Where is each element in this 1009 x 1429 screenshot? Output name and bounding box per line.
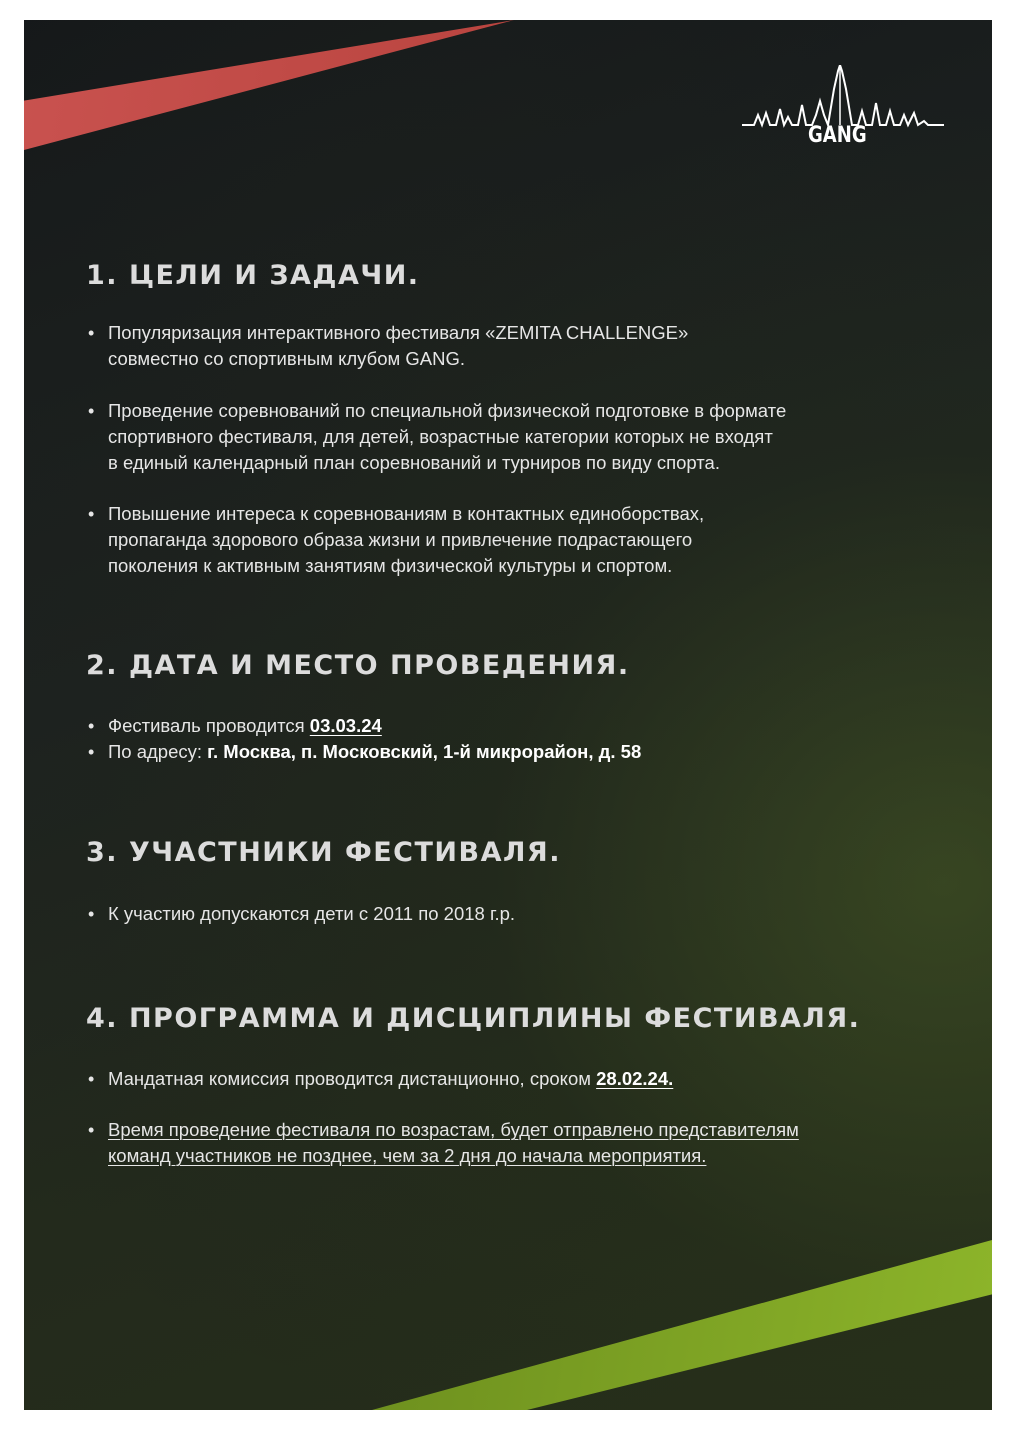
list-item	[88, 1066, 948, 1092]
commission-date: 28.02.24.	[596, 1068, 674, 1089]
list-item: • К участию допускаются дети с 2011 по 2018 г.р.	[88, 901, 948, 927]
address-label: По адресу:	[108, 741, 203, 762]
bullet-icon: •	[88, 401, 95, 421]
green-accent-stripe	[372, 1240, 992, 1410]
list-item	[88, 713, 948, 739]
bullet-icon: •	[88, 1120, 95, 1140]
bullet-icon: •	[88, 904, 95, 924]
bullet-icon: •	[88, 1069, 95, 1089]
red-accent-stripe	[24, 20, 514, 150]
logo-wordmark: GANG	[808, 123, 867, 148]
bullet-icon: •	[88, 323, 95, 343]
section-3-title: 3. УЧАСТНИКИ ФЕСТИВАЛЯ.	[86, 837, 561, 868]
festival-address: г. Москва, п. Московский, 1-й микрорайон, д. 58	[207, 741, 642, 762]
section-2-title: 2. ДАТА И МЕСТО ПРОВЕДЕНИЯ.	[86, 650, 630, 681]
list-item: • Популяризация интерактивного фестиваля «ZEMITA CHALLENGE» совместно со спортивным клубом GANG.	[88, 322, 689, 369]
list-item	[88, 1117, 948, 1169]
bullet-icon: •	[88, 716, 95, 736]
festival-date: 03.03.24	[309, 715, 382, 736]
list-item	[88, 739, 948, 765]
section-1-title: 1. ЦЕЛИ И ЗАДАЧИ.	[86, 260, 420, 291]
date-label: Фестиваль проводится	[108, 715, 305, 736]
schedule-note-line: команд участников не позднее, чем за 2 дня до начала мероприятия.	[108, 1145, 707, 1166]
commission-label: Мандатная комиссия проводится дистанционно, сроком	[108, 1068, 591, 1089]
gang-logo	[742, 65, 944, 165]
list-item: • Проведение соревнований по специальной физической подготовке в формате спортивного фестиваля, для детей, возрастные категории которых не входят в единый календарный план соревнований и турниров по виду спорта.	[88, 400, 787, 473]
list-item: • Повышение интереса к соревнованиям в контактных единоборствах, пропаганда здорового образа жизни и привлечение подрастающего поколения к активным занятиям физической культуры и спортом.	[88, 503, 705, 576]
document-page	[24, 20, 992, 1410]
bullet-icon: •	[88, 504, 95, 524]
bullet-icon: •	[88, 742, 95, 762]
schedule-note-line: Время проведение фестиваля по возрастам, будет отправлено представителям	[108, 1119, 799, 1140]
section-4-title: 4. ПРОГРАММА И ДИСЦИПЛИНЫ ФЕСТИВАЛЯ.	[86, 1003, 861, 1034]
